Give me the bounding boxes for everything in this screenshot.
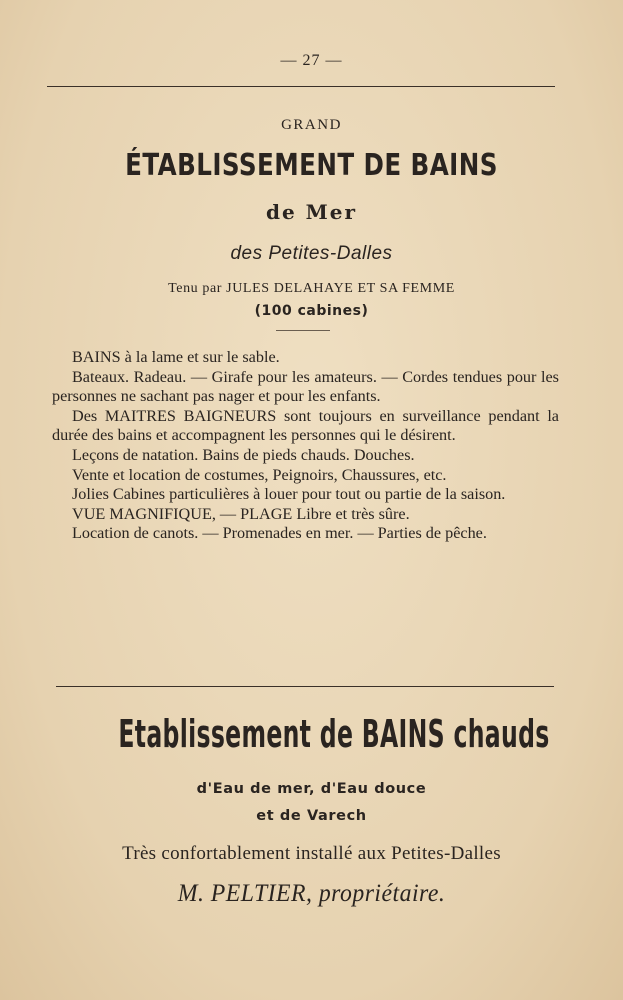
- ad1-location: des Petites-Dalles: [230, 243, 393, 264]
- ad2-line1: d'Eau de mer, d'Eau douce: [196, 781, 427, 797]
- ad1-kicker: GRAND: [281, 117, 342, 133]
- section-divider: [56, 686, 554, 687]
- ad1-paragraph: Des MAITRES BAIGNEURS sont toujours en surveillance pendant la durée des bains et accompagnent les personnes qui le désirent.: [52, 406, 559, 445]
- ad1-capacity: (100 cabines): [254, 303, 369, 319]
- ad1-paragraph: Vente et location de costumes, Peignoirs, Chaussures, etc.: [72, 465, 447, 484]
- ad2-proprietor: M. PELTIER, propriétaire.: [177, 880, 446, 907]
- ad1-paragraph: Jolies Cabines particulières à louer pour tout ou partie de la saison.: [72, 485, 506, 504]
- ad1-paragraph: Location de canots. — Promenades en mer. — Parties de pêche.: [72, 524, 487, 543]
- ad2-line2: et de Varech: [256, 808, 367, 824]
- top-divider: [47, 86, 555, 87]
- page-number: — 27 —: [280, 52, 343, 69]
- ad1-body: [52, 348, 559, 544]
- ad1-paragraph: VUE MAGNIFIQUE, — PLAGE Libre et très sûre.: [72, 504, 410, 523]
- ad2-title: Etablissement de BAINS chauds: [118, 712, 550, 756]
- ad1-paragraph: BAINS à la lame et sur le sable.: [72, 348, 280, 366]
- ad2-line3: Très confortablement installé aux Petites-Dalles: [122, 843, 501, 864]
- ad1-owner: Tenu par JULES DELAHAYE ET SA FEMME: [168, 281, 455, 296]
- ad1-subtitle: de Mer: [265, 200, 358, 224]
- ad1-title: ÉTABLISSEMENT DE BAINS: [125, 148, 498, 183]
- ad1-paragraph: Leçons de natation. Bains de pieds chauds. Douches.: [72, 445, 415, 464]
- short-divider: [276, 330, 330, 331]
- ad1-paragraph: Bateaux. Radeau. — Girafe pour les amateurs. — Cordes tendues pour les personnes ne sachant pas nager et pour les enfants.: [52, 367, 559, 406]
